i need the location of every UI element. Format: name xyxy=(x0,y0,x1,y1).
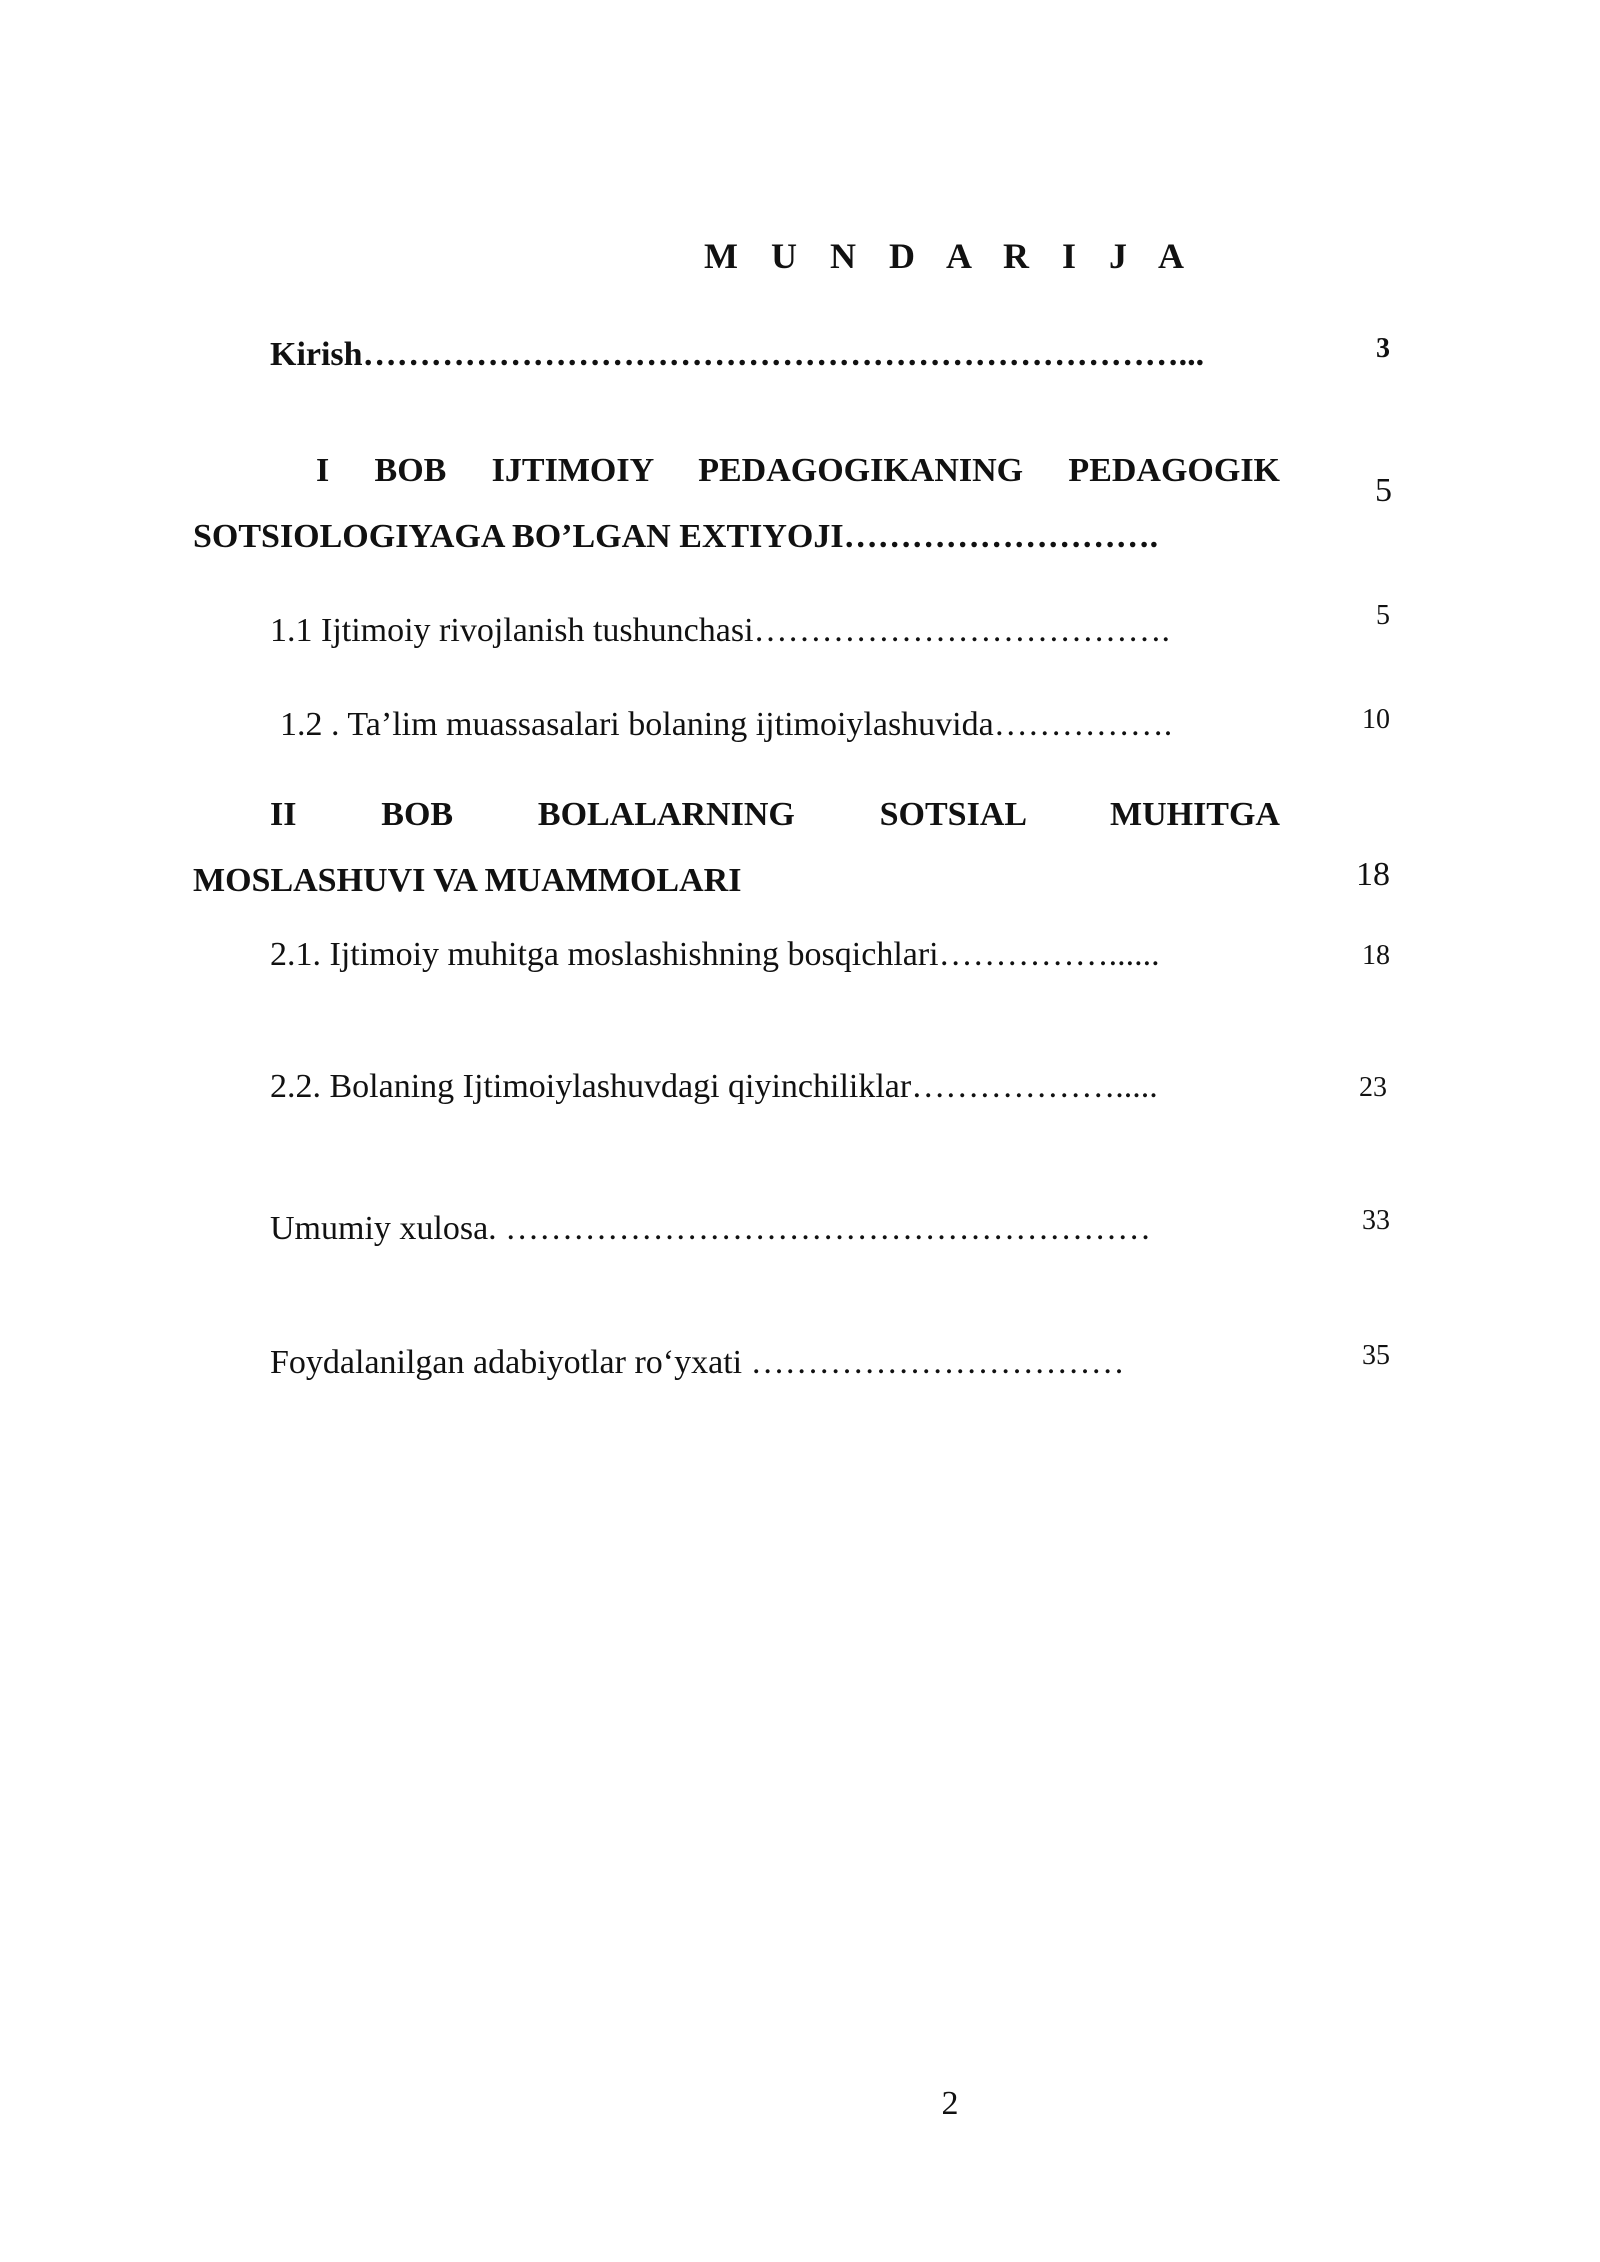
toc-entry-label: 1.2 . Ta’lim muassasalari bolaning ijtimoiylashuvida……………. xyxy=(280,706,1173,743)
toc-entry-label: 1.1 Ijtimoiy rivojlanish tushunchasi………………………………. xyxy=(270,612,1171,649)
toc-entry-kirish[interactable] xyxy=(270,322,1280,388)
toc-page-number: 5 xyxy=(1376,600,1390,631)
toc-entry-label: Kirish………………………………………………………………... xyxy=(270,336,1205,373)
toc-entry-label: 2.2. Bolaning Ijtimoiylashuvdagi qiyinchiliklar………………..... xyxy=(270,1068,1158,1105)
toc-page-number: 3 xyxy=(1376,333,1390,364)
toc-entry-label: Foydalanilgan adabiyotlar ro‘yxati …………………………… xyxy=(270,1344,1125,1381)
toc-entry-section-2-2[interactable] xyxy=(270,1054,1280,1120)
toc-entry-chapter-2-line2[interactable] xyxy=(193,848,1193,914)
toc-entry-label: 2.1. Ijtimoiy muhitga moslashishning bosqichlari……………...... xyxy=(270,936,1160,973)
toc-page-number: 23 xyxy=(1359,1072,1387,1103)
toc-entry-section-1-2[interactable] xyxy=(280,692,1280,758)
toc-entry-label: MOSLASHUVI VA MUAMMOLARI xyxy=(193,862,742,899)
toc-entry-chapter-1-line1[interactable] xyxy=(316,438,1280,504)
page-title: M U N D A R I J A xyxy=(703,236,1197,276)
toc-entry-label: I BOB IJTIMOIY PEDAGOGIKANING PEDAGOGIK xyxy=(316,452,1280,489)
toc-page-number: 5 xyxy=(1375,472,1392,509)
toc-entry-section-1-1[interactable] xyxy=(270,598,1280,664)
page-number: 2 xyxy=(941,2085,959,2122)
toc-entry-section-2-1[interactable] xyxy=(270,922,1280,988)
toc-entry-references[interactable] xyxy=(270,1330,1280,1396)
toc-page-number: 18 xyxy=(1356,856,1390,893)
toc-entry-label: SOTSIOLOGIYAGA BO’LGAN EXTIYOJI………………………. xyxy=(193,518,1159,555)
toc-entry-label: II BOB BOLALARNING SOTSIAL MUHITGA xyxy=(270,796,1280,833)
toc-entry-chapter-2-line1[interactable] xyxy=(270,782,1280,848)
toc-page-number: 35 xyxy=(1362,1340,1390,1371)
toc-entry-chapter-1-line2[interactable] xyxy=(193,504,1283,570)
toc-page-number: 18 xyxy=(1362,940,1390,971)
toc-page-number: 33 xyxy=(1362,1205,1390,1236)
toc-page-number: 10 xyxy=(1362,704,1390,735)
toc-entry-conclusion[interactable] xyxy=(270,1196,1280,1262)
toc-entry-label: Umumiy xulosa. ………………………………………………… xyxy=(270,1210,1152,1247)
